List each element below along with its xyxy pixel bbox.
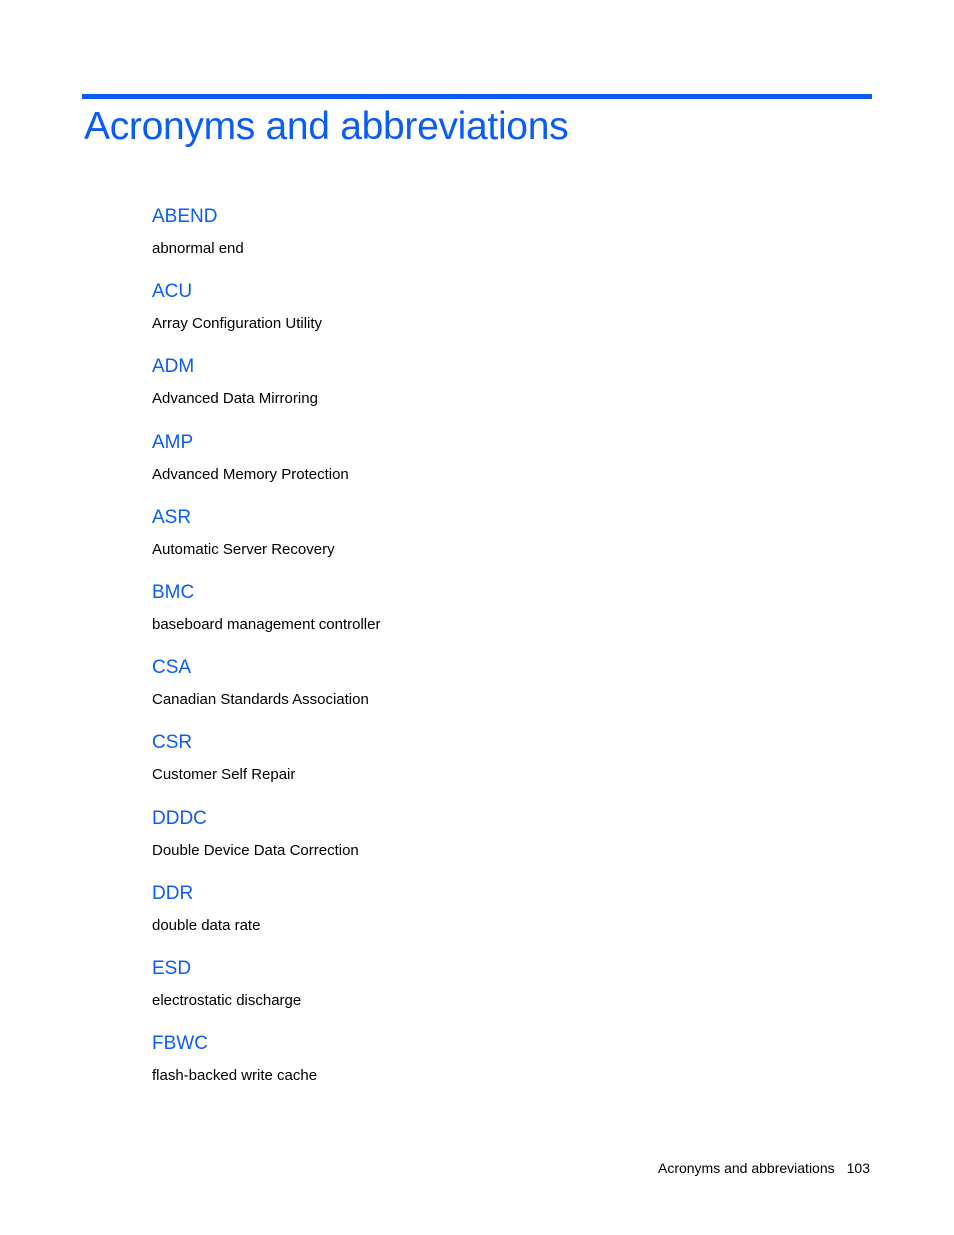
acronym-entry: [152, 654, 852, 729]
acronym-term: BMC: [152, 581, 195, 603]
acronym-entry: [152, 805, 852, 880]
acronym-definition: double data rate: [152, 916, 261, 934]
acronym-term: CSA: [152, 657, 192, 679]
acronym-entry: [152, 729, 852, 804]
acronym-entry: [152, 278, 852, 353]
acronym-entry: [152, 1030, 852, 1105]
acronym-term: AMP: [152, 431, 194, 453]
acronym-entry: [152, 880, 852, 955]
acronym-definition: electrostatic discharge: [152, 991, 302, 1009]
acronym-list: [152, 203, 852, 1105]
acronym-definition: baseboard management controller: [152, 615, 381, 633]
acronym-term: FBWC: [152, 1033, 208, 1055]
acronym-term: ESD: [152, 957, 192, 979]
acronym-entry: [152, 429, 852, 504]
acronym-entry: [152, 504, 852, 579]
acronym-definition: abnormal end: [152, 240, 244, 257]
page-footer: [658, 1158, 870, 1178]
page-number: 103: [846, 1160, 870, 1176]
acronym-definition: Customer Self Repair: [152, 766, 296, 784]
acronym-definition: flash-backed write cache: [152, 1067, 318, 1085]
acronym-entry: [152, 579, 852, 654]
acronym-definition: Double Device Data Correction: [152, 841, 359, 859]
acronym-definition: Advanced Memory Protection: [152, 465, 349, 483]
acronym-entry: [152, 203, 852, 278]
page-title: Acronyms and abbreviations: [84, 105, 569, 148]
acronym-term: DDR: [152, 882, 194, 904]
acronym-definition: Automatic Server Recovery: [152, 540, 335, 558]
acronym-definition: Array Configuration Utility: [152, 315, 323, 333]
title-rule: [82, 94, 872, 99]
acronym-term: ABEND: [152, 206, 218, 227]
acronym-entry: [152, 955, 852, 1030]
acronym-term: ACU: [152, 281, 193, 303]
acronym-entry: [152, 353, 852, 428]
acronym-definition: Advanced Data Mirroring: [152, 390, 318, 408]
acronym-term: ADM: [152, 356, 195, 378]
acronym-term: CSR: [152, 732, 193, 754]
footer-section-title: Acronyms and abbreviations: [657, 1160, 835, 1176]
acronym-definition: Canadian Standards Association: [152, 691, 369, 709]
acronym-term: DDDC: [152, 807, 207, 829]
acronym-term: ASR: [152, 506, 192, 528]
